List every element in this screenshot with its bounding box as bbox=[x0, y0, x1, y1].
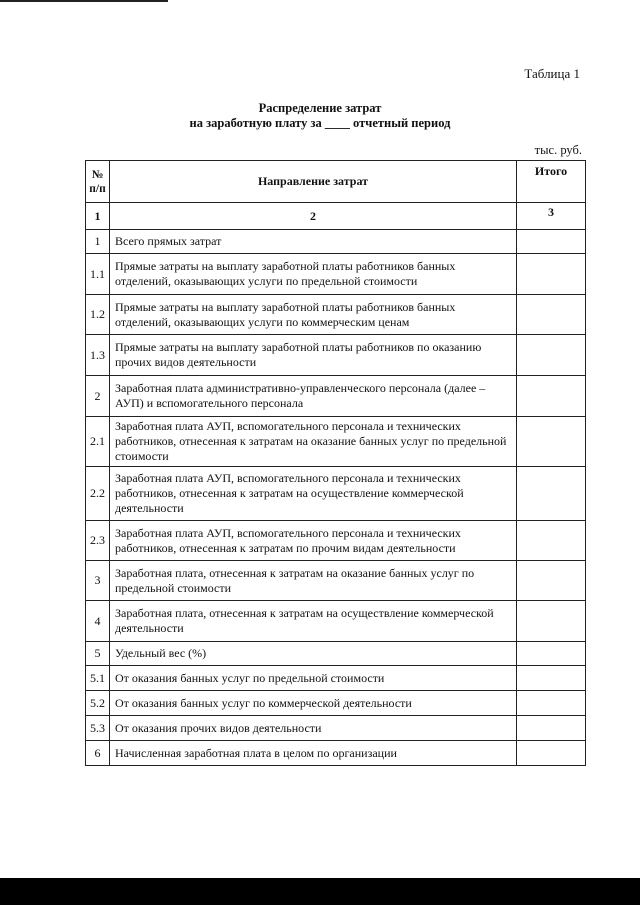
table-label: Таблица 1 bbox=[524, 66, 580, 81]
row-direction: Удельный вес (%) bbox=[110, 642, 517, 666]
row-total bbox=[517, 254, 586, 295]
column-index-1: 1 bbox=[86, 203, 110, 230]
table-row bbox=[86, 295, 586, 335]
table-row bbox=[86, 561, 586, 601]
table-row bbox=[86, 691, 586, 716]
row-direction: От оказания прочих видов деятельности bbox=[110, 716, 517, 741]
document-title: Распределение затрат bbox=[258, 101, 382, 115]
header-number: № п/п bbox=[86, 161, 110, 203]
row-number: 1.1 bbox=[86, 254, 110, 295]
table-row bbox=[86, 376, 586, 417]
row-number: 1.2 bbox=[86, 295, 110, 335]
row-total bbox=[517, 642, 586, 666]
row-total bbox=[517, 295, 586, 335]
row-number: 1 bbox=[86, 230, 110, 254]
row-direction: От оказания банных услуг по коммерческой деятельности bbox=[110, 691, 517, 716]
table-row bbox=[86, 741, 586, 766]
row-direction: Заработная плата АУП, вспомогательного персонала и технических работников, отнесенная к затратам на осуществление коммерческой деятельности bbox=[110, 467, 517, 521]
row-number: 5.1 bbox=[86, 666, 110, 691]
table-row bbox=[86, 417, 586, 467]
column-index-row bbox=[86, 203, 586, 230]
row-total bbox=[517, 561, 586, 601]
row-number: 1.3 bbox=[86, 335, 110, 376]
row-direction: От оказания банных услуг по предельной стоимости bbox=[110, 666, 517, 691]
table-row bbox=[86, 230, 586, 254]
row-number: 2.3 bbox=[86, 521, 110, 561]
row-number: 5.2 bbox=[86, 691, 110, 716]
row-number: 4 bbox=[86, 601, 110, 642]
units-label: тыс. руб. bbox=[534, 143, 582, 157]
column-index-3: 3 bbox=[517, 203, 586, 230]
column-index-2: 2 bbox=[110, 203, 517, 230]
cost-distribution-table bbox=[85, 160, 586, 766]
scan-edge-top bbox=[0, 0, 168, 2]
table-row bbox=[86, 335, 586, 376]
table-row bbox=[86, 601, 586, 642]
row-direction: Заработная плата, отнесенная к затратам на оказание банных услуг по предельной стоимости bbox=[110, 561, 517, 601]
table-row bbox=[86, 254, 586, 295]
row-number: 5 bbox=[86, 642, 110, 666]
scan-edge-bottom bbox=[0, 878, 640, 905]
row-number: 3 bbox=[86, 561, 110, 601]
row-total bbox=[517, 230, 586, 254]
table-row bbox=[86, 521, 586, 561]
row-number: 5.3 bbox=[86, 716, 110, 741]
row-total bbox=[517, 335, 586, 376]
row-direction: Прямые затраты на выплату заработной платы работников банных отделений, оказывающих услуги по предельной стоимости bbox=[110, 254, 517, 295]
row-direction: Всего прямых затрат bbox=[110, 230, 517, 254]
row-direction: Заработная плата административно-управленческого персонала (далее – АУП) и вспомогательного персонала bbox=[110, 376, 517, 417]
row-total bbox=[517, 467, 586, 521]
table-row bbox=[86, 642, 586, 666]
row-total bbox=[517, 376, 586, 417]
row-direction: Заработная плата АУП, вспомогательного персонала и технических работников, отнесенная к затратам по прочим видам деятельности bbox=[110, 521, 517, 561]
row-direction: Прямые затраты на выплату заработной платы работников банных отделений, оказывающих услуги по коммерческим ценам bbox=[110, 295, 517, 335]
row-total bbox=[517, 666, 586, 691]
row-total bbox=[517, 417, 586, 467]
row-total bbox=[517, 601, 586, 642]
row-total bbox=[517, 521, 586, 561]
row-total bbox=[517, 741, 586, 766]
table-row bbox=[86, 716, 586, 741]
table-header-row bbox=[86, 161, 586, 203]
row-total bbox=[517, 691, 586, 716]
row-total bbox=[517, 716, 586, 741]
row-number: 6 bbox=[86, 741, 110, 766]
document-subtitle: на заработную плату за ____ отчетный период bbox=[189, 116, 451, 130]
row-direction: Заработная плата, отнесенная к затратам на осуществление коммерческой деятельности bbox=[110, 601, 517, 642]
row-number: 2.1 bbox=[86, 417, 110, 467]
table-row bbox=[86, 666, 586, 691]
table-row bbox=[86, 467, 586, 521]
row-direction: Начисленная заработная плата в целом по организации bbox=[110, 741, 517, 766]
header-total: Итого bbox=[517, 161, 586, 203]
header-direction: Направление затрат bbox=[110, 161, 517, 203]
table-body bbox=[86, 230, 586, 766]
row-direction: Заработная плата АУП, вспомогательного персонала и технических работников, отнесенная к затратам на оказание банных услуг по предельной стоимости bbox=[110, 417, 517, 467]
row-number: 2 bbox=[86, 376, 110, 417]
row-direction: Прямые затраты на выплату заработной платы работников по оказанию прочих видов деятельности bbox=[110, 335, 517, 376]
row-number: 2.2 bbox=[86, 467, 110, 521]
